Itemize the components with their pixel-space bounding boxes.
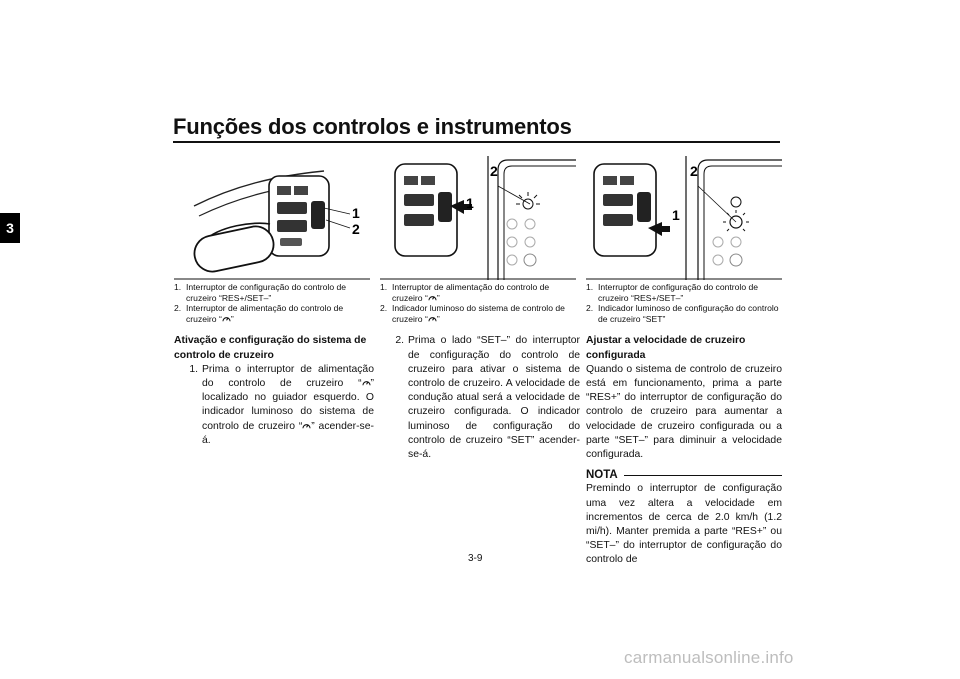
figure-set-indicator [586,146,782,280]
figure-callout: 2 [490,163,498,179]
column-3 [586,282,782,568]
nota-heading: NOTA [586,468,782,482]
caption-item: 2. Interruptor de alimentação do controlo de cruzeiro “ ” [174,303,344,324]
cruise-control-icon [222,315,231,323]
body-paragraph: Quando o sistema de controlo de cruzeiro está em funcionamento, prima a parte “RES+” do interruptor de configuração do controlo de cruzeiro para aumentar a velocidade de cruzeiro configurada ou a parte “SET–” para diminuir a velocidade configurada. [586,363,782,460]
figure-callout: 2 [690,163,698,179]
column-2 [380,282,580,462]
page-number: 3-9 [468,553,483,564]
section-heading: Ajustar a velocidade de cruzeiro configurada [586,335,746,361]
cruise-control-icon [428,315,437,323]
column-1 [174,282,374,448]
nota-rule [624,475,782,476]
cruise-control-icon [302,422,311,430]
nota-text: Premindo o interruptor de configuração uma vez altera a velocidade em incrementos de cerca de 2.0 km/h (1.2 mi/h). Manter premida a parte “RES+” ou “SET–” do interruptor de configuração do controlo de [586,483,782,566]
figure-power-switch-indicator [380,146,576,280]
cruise-control-icon [362,379,371,387]
title-rule [173,141,780,143]
caption-item: 1. Interruptor de configuração do controlo de cruzeiro “RES+/SET–” [174,282,347,303]
section-heading: Ativação e configuração do sistema de controlo de cruzeiro [174,335,367,361]
caption-item: 2. Indicador luminoso de configuração do controlo de cruzeiro “SET” [586,303,779,324]
page-title: Funções dos controlos e instrumentos [173,114,572,139]
figure-callout: 1 [672,207,680,223]
figure-captions [586,282,782,324]
figure-callout: 1 [352,205,360,221]
caption-item: 1. Interruptor de configuração do controlo de cruzeiro “RES+/SET–” [586,282,759,303]
cruise-control-icon [428,294,437,302]
figure-callout: 1 [466,195,474,211]
figure-callout: 2 [352,221,360,237]
caption-item: 1. Interruptor de alimentação do controlo de cruzeiro “ ” [380,282,550,303]
figure-captions [174,282,374,324]
caption-item: 2. Indicador luminoso do sistema de controlo de cruzeiro “ ” [380,303,565,324]
watermark: carmanualsonline.info [624,648,794,667]
figure-handlebar-switches [174,146,370,280]
instruction-step: 1. Prima o interruptor de alimentação do controlo de cruzeiro “ ” localizado no guiador esquerdo. O indicador luminoso do sistema de controlo de cruzeiro “ ” acender-se-á. [189,363,374,446]
figure-captions [380,282,580,324]
instruction-step: 2. Prima o lado “SET–” do interruptor de configuração do controlo de cruzeiro para ativar o sistema de controlo de cruzeiro. A velocidade de condução atual será a velocidade de cruzeiro configurada. O indicador luminoso de configuração do controlo de cruzeiro “SET” acender-se-á. [395,335,580,460]
chapter-tab: 3 [0,213,20,243]
